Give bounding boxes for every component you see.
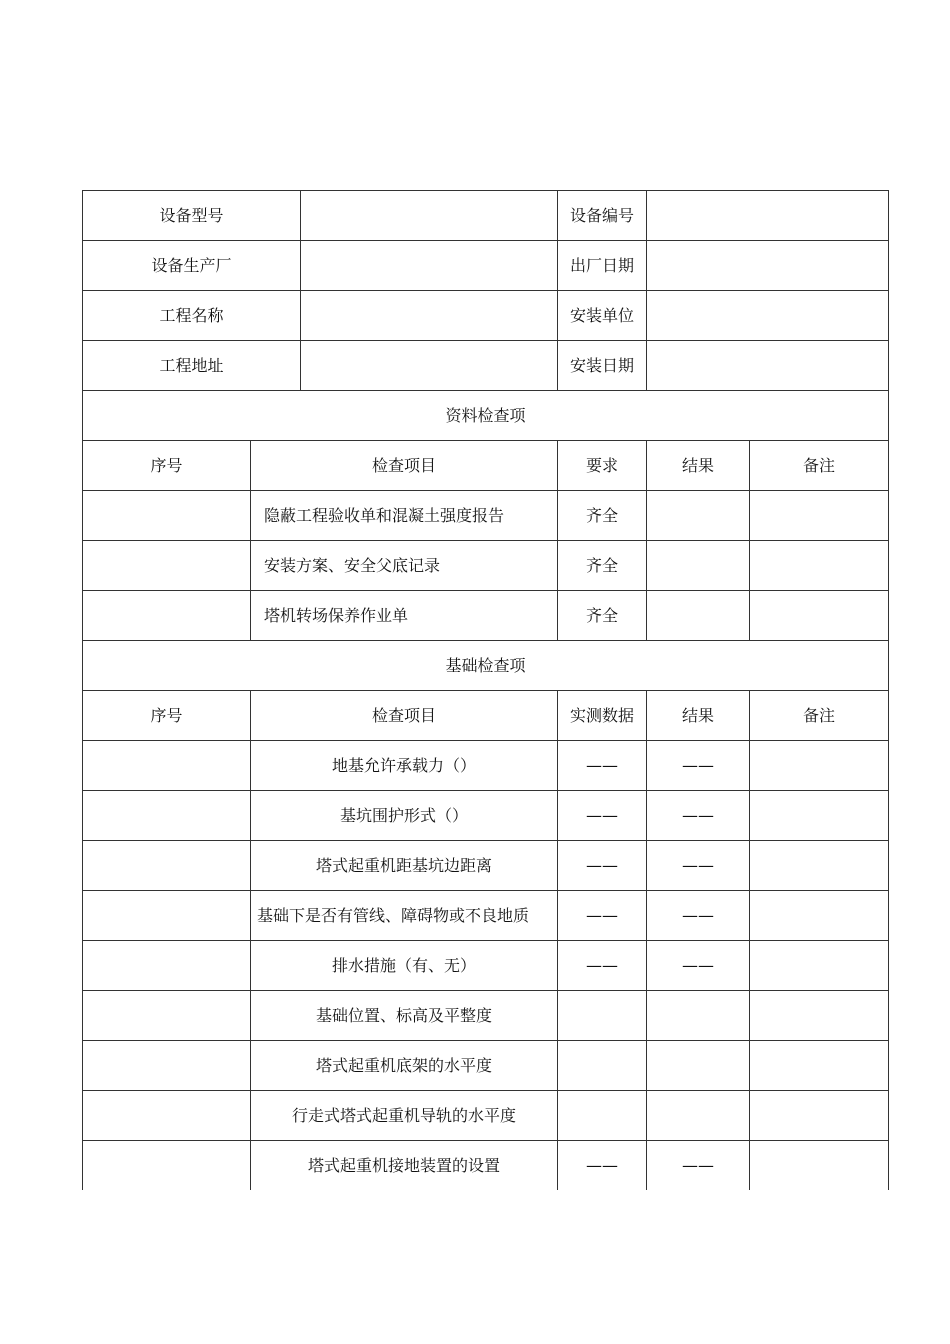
info-row (83, 191, 889, 241)
measured-data[interactable] (558, 991, 647, 1041)
check-item: 基础下是否有管线、障碍物或不良地质 (251, 891, 558, 941)
info-value[interactable] (647, 191, 889, 241)
result-cell[interactable] (647, 1091, 750, 1141)
check-item: 塔式起重机接地装置的设置 (251, 1141, 558, 1191)
table-row (83, 1041, 889, 1091)
note-cell[interactable] (750, 841, 889, 891)
info-row (83, 341, 889, 391)
result-cell[interactable] (647, 1041, 750, 1091)
column-header: 检查项目 (251, 441, 558, 491)
info-value[interactable] (301, 241, 558, 291)
result-cell[interactable]: —— (647, 941, 750, 991)
table-row (83, 891, 889, 941)
info-label: 安装日期 (558, 341, 647, 391)
section-title-foundation: 基础检查项 (83, 641, 889, 691)
info-label: 设备编号 (558, 191, 647, 241)
row-number[interactable] (83, 991, 251, 1041)
row-number[interactable] (83, 891, 251, 941)
column-header: 检查项目 (251, 691, 558, 741)
note-cell[interactable] (750, 541, 889, 591)
note-cell[interactable] (750, 891, 889, 941)
info-value[interactable] (301, 341, 558, 391)
column-header: 实测数据 (558, 691, 647, 741)
info-value[interactable] (301, 191, 558, 241)
row-number[interactable] (83, 741, 251, 791)
result-cell[interactable] (647, 541, 750, 591)
measured-data[interactable]: —— (558, 741, 647, 791)
check-item: 安装方案、安全父底记录 (251, 541, 558, 591)
inspection-form (82, 190, 888, 1190)
row-number[interactable] (83, 1041, 251, 1091)
measured-data[interactable]: —— (558, 941, 647, 991)
result-cell[interactable]: —— (647, 791, 750, 841)
column-header: 备注 (750, 441, 889, 491)
column-header: 备注 (750, 691, 889, 741)
requirement: 齐全 (558, 541, 647, 591)
note-cell[interactable] (750, 491, 889, 541)
requirement: 齐全 (558, 591, 647, 641)
result-cell[interactable]: —— (647, 891, 750, 941)
table-row (83, 941, 889, 991)
row-number[interactable] (83, 541, 251, 591)
row-number[interactable] (83, 791, 251, 841)
result-cell[interactable]: —— (647, 1141, 750, 1191)
table-row (83, 541, 889, 591)
result-cell[interactable] (647, 491, 750, 541)
table-row (83, 491, 889, 541)
result-cell[interactable] (647, 591, 750, 641)
note-cell[interactable] (750, 1091, 889, 1141)
note-cell[interactable] (750, 941, 889, 991)
row-number[interactable] (83, 1141, 251, 1191)
table-row (83, 591, 889, 641)
note-cell[interactable] (750, 991, 889, 1041)
check-item: 隐蔽工程验收单和混凝土强度报告 (251, 491, 558, 541)
table-row (83, 1141, 889, 1191)
check-item: 塔机转场保养作业单 (251, 591, 558, 641)
result-cell[interactable] (647, 991, 750, 1041)
table-row (83, 741, 889, 791)
section-title-docs: 资料检查项 (83, 391, 889, 441)
column-header: 要求 (558, 441, 647, 491)
measured-data[interactable] (558, 1091, 647, 1141)
table-row (83, 841, 889, 891)
row-number[interactable] (83, 591, 251, 641)
table-row (83, 1091, 889, 1141)
check-item: 塔式起重机距基坑边距离 (251, 841, 558, 891)
info-value[interactable] (301, 291, 558, 341)
measured-data[interactable] (558, 1041, 647, 1091)
measured-data[interactable]: —— (558, 841, 647, 891)
measured-data[interactable]: —— (558, 891, 647, 941)
note-cell[interactable] (750, 741, 889, 791)
header-row (83, 691, 889, 741)
measured-data[interactable]: —— (558, 791, 647, 841)
result-cell[interactable]: —— (647, 841, 750, 891)
row-number[interactable] (83, 491, 251, 541)
table-row (83, 791, 889, 841)
info-label: 工程地址 (83, 341, 301, 391)
info-row (83, 241, 889, 291)
column-header: 结果 (647, 691, 750, 741)
info-label: 设备生产厂 (83, 241, 301, 291)
check-item: 地基允许承载力（） (251, 741, 558, 791)
check-item: 基坑围护形式（） (251, 791, 558, 841)
info-label: 出厂日期 (558, 241, 647, 291)
note-cell[interactable] (750, 1041, 889, 1091)
table-row (83, 991, 889, 1041)
info-value[interactable] (647, 241, 889, 291)
info-label: 安装单位 (558, 291, 647, 341)
column-header: 序号 (83, 441, 251, 491)
info-value[interactable] (647, 341, 889, 391)
column-header: 序号 (83, 691, 251, 741)
section-title-row (83, 641, 889, 691)
header-row (83, 441, 889, 491)
section-title-row (83, 391, 889, 441)
note-cell[interactable] (750, 591, 889, 641)
requirement: 齐全 (558, 491, 647, 541)
result-cell[interactable]: —— (647, 741, 750, 791)
info-value[interactable] (647, 291, 889, 341)
info-row (83, 291, 889, 341)
check-item: 塔式起重机底架的水平度 (251, 1041, 558, 1091)
row-number[interactable] (83, 1091, 251, 1141)
info-label: 工程名称 (83, 291, 301, 341)
check-item: 行走式塔式起重机导轨的水平度 (251, 1091, 558, 1141)
column-header: 结果 (647, 441, 750, 491)
note-cell[interactable] (750, 791, 889, 841)
check-item: 基础位置、标高及平整度 (251, 991, 558, 1041)
row-number[interactable] (83, 841, 251, 891)
row-number[interactable] (83, 941, 251, 991)
info-label: 设备型号 (83, 191, 301, 241)
measured-data[interactable]: —— (558, 1141, 647, 1191)
check-item: 排水措施（有、无） (251, 941, 558, 991)
note-cell[interactable] (750, 1141, 889, 1191)
inspection-table (82, 190, 889, 1190)
